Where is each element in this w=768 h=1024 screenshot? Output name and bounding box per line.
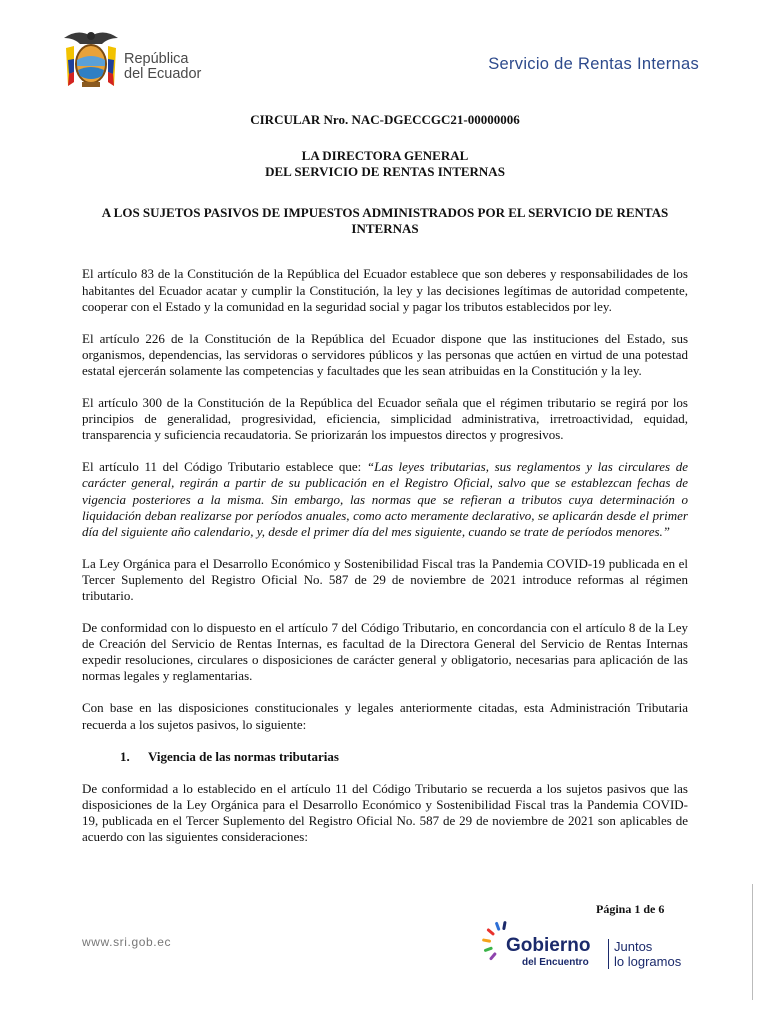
director-line-2: DEL SERVICIO DE RENTAS INTERNAS — [265, 164, 505, 180]
paragraph-art-11-quote: “Las leyes tributarias, sus reglamentos y las circulares de carácter general, regirán a partir de su publicación en el Registro Oficial, salvo que se establezcan fechas de vigencia posteriores a la misma. Sin embargo, las normas que se refieran a tributos cuya determinación o liquidación deban realizarse por períodos anuales, como acto meramente declarativo, se aplicarán desde el primer día del siguiente año calendario, y, desde el primer día del mes siguiente, cuando se trate de períodos menores.” — [82, 459, 688, 539]
motto-line-1: Juntos — [614, 939, 653, 954]
republic-line-2: del Ecuador — [124, 66, 202, 82]
gobierno-logo — [482, 916, 722, 972]
section-heading-1 — [82, 749, 688, 765]
gobierno-subtitle: del Encuentro — [522, 957, 589, 968]
page-header — [0, 0, 768, 100]
circular-number: CIRCULAR Nro. NAC-DGECCGC21-00000006 — [250, 112, 520, 127]
section-title: Vigencia de las normas tributarias — [148, 748, 339, 764]
paragraph-vigencia: De conformidad a lo establecido en el artículo 11 del Código Tributario se recuerda a los sujetos pasivos que las disposiciones de la Ley Orgánica para el Desarrollo Económico y Sostenibilidad Fiscal tras la Pandemia COVID-19, publicada en el Tercer Suplemento del Registro Oficial No. 587 de 29 de noviembre de 2021 son aplicables de acuerdo con las siguientes consideraciones: — [82, 780, 688, 844]
website-link[interactable]: www.sri.gob.ec — [82, 935, 172, 949]
paragraph-ley-organica: La Ley Orgánica para el Desarrollo Económico y Sostenibilidad Fiscal tras la Pandemia COVID-19 publicada en el Tercer Suplemento del Registro Oficial No. 587 de 29 de noviembre de 2021 introduce reformas al régimen tributario. — [82, 555, 688, 603]
document-body — [82, 112, 688, 845]
paragraph-art-300: El artículo 300 de la Constitución de la República del Ecuador señala que el régimen tributario se regirá por los principios de generalidad, progresividad, eficiencia, simplicidad administrativa, irretroactividad, equidad, transparencia y suficiencia recaudatoria. Se priorizarán los impuestos directos y progresivos. — [82, 395, 688, 443]
republic-line-1: República — [124, 51, 189, 67]
motto-line-2: lo logramos — [614, 954, 682, 969]
republic-logo-text — [124, 52, 201, 82]
paragraph-art-226: El artículo 226 de la Constitución de la República del Ecuador dispone que las instituciones del Estado, sus organismos, dependencias, las servidoras o servidores públicos y las personas que actúen en virtud de una potestad estatal ejercerán solamente las competencias y facultades que les sean atribuidas en la Constitución y la ley. — [82, 330, 688, 378]
paragraph-art-7: De conformidad con lo dispuesto en el artículo 7 del Código Tributario, en concordancia con el artículo 8 de la Ley de Creación del Servicio de Rentas Internas, es facultad de la Directora General del Servicio de Rentas Internas expedir resoluciones, circulares o disposiciones de carácter general y obligatorio, necesarias para aplicación de las normas legales y reglamentarias. — [82, 620, 688, 684]
agency-name: Servicio de Rentas Internas — [488, 55, 699, 73]
addressee-heading: A LOS SUJETOS PASIVOS DE IMPUESTOS ADMINISTRADOS POR EL SERVICIO DE RENTAS INTERNAS — [101, 205, 669, 237]
paragraph-art-11 — [82, 459, 688, 539]
gobierno-title: Gobierno — [506, 935, 591, 956]
page-number: Página 1 de 6 — [596, 902, 665, 916]
section-number: 1. — [120, 748, 130, 764]
ecuador-coat-of-arms-icon — [60, 26, 122, 92]
paragraph-art-83: El artículo 83 de la Constitución de la República del Ecuador establece que son deberes y responsabilidades de los habitantes del Ecuador acatar y cumplir la Constitución, la ley y las decisiones legítimas de autoridad competente, cooperar con el Estado y la comunidad en la seguridad social y pagar los tributos establecidos por ley. — [82, 266, 688, 314]
paragraph-base: Con base en las disposiciones constitucionales y legales anteriormente citadas, esta Administración Tributaria recuerda a los sujetos pasivos, lo siguiente: — [82, 700, 688, 732]
paragraph-art-11-lead: El artículo 11 del Código Tributario establece que: — [82, 459, 367, 475]
footer-divider — [752, 884, 753, 1000]
director-line-1: LA DIRECTORA GENERAL — [301, 148, 469, 164]
gobierno-divider — [608, 939, 609, 969]
